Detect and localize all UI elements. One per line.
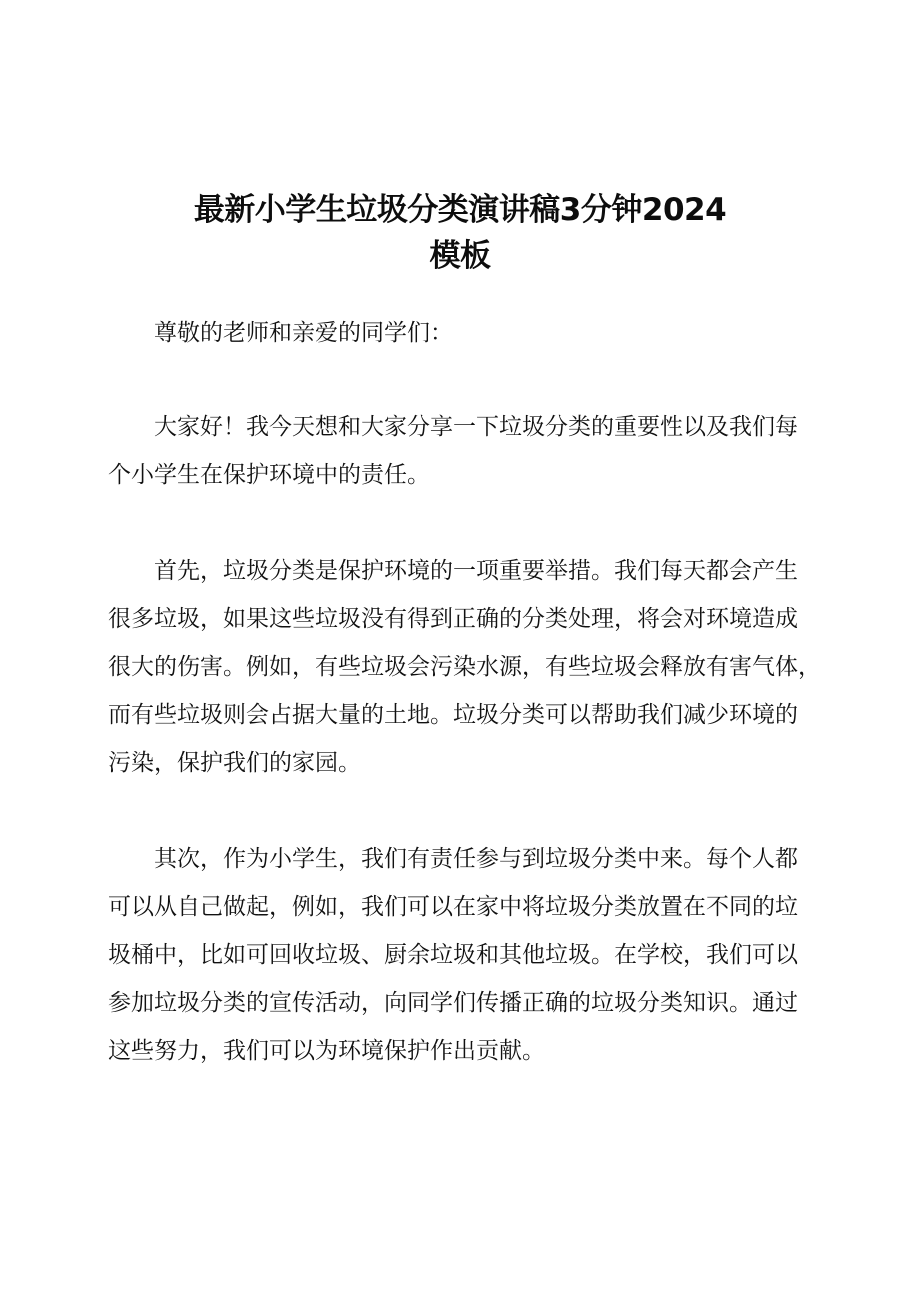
paragraph-4-line-2: 可以从自己做起，例如，我们可以在家中将垃圾分类放置在不同的垃	[108, 894, 798, 920]
title-line-1: 最新小学生垃圾分类演讲稿3分钟2024	[193, 191, 727, 228]
title-line-2: 模板	[429, 237, 491, 274]
paragraph-3-line-3: 很大的伤害。例如，有些垃圾会污染水源，有些垃圾会释放有害气体，	[108, 654, 821, 680]
paragraph-4-line-5: 这些努力，我们可以为环境保护作出贡献。	[108, 1038, 545, 1064]
paragraph-3-line-1: 首先，垃圾分类是保护环境的一项重要举措。我们每天都会产生	[154, 558, 798, 584]
paragraph-4-line-1: 其次，作为小学生，我们有责任参与到垃圾分类中来。每个人都	[154, 846, 798, 872]
paragraph-2-line-1: 大家好！我今天想和大家分享一下垃圾分类的重要性以及我们每	[154, 414, 798, 440]
paragraph-3-line-4: 而有些垃圾则会占据大量的土地。垃圾分类可以帮助我们减少环境的	[108, 702, 798, 728]
paragraph-4-line-4: 参加垃圾分类的宣传活动，向同学们传播正确的垃圾分类知识。通过	[108, 990, 798, 1016]
paragraph-1-line-1: 尊敬的老师和亲爱的同学们：	[154, 320, 453, 346]
paragraph-3-line-2: 很多垃圾，如果这些垃圾没有得到正确的分类处理，将会对环境造成	[108, 606, 798, 632]
paragraph-3-line-5: 污染，保护我们的家园。	[108, 750, 361, 776]
paragraph-4-line-3: 圾桶中，比如可回收垃圾、厨余垃圾和其他垃圾。在学校，我们可以	[108, 942, 798, 968]
paragraph-2-line-2: 个小学生在保护环境中的责任。	[108, 462, 430, 488]
page-title	[110, 187, 810, 279]
